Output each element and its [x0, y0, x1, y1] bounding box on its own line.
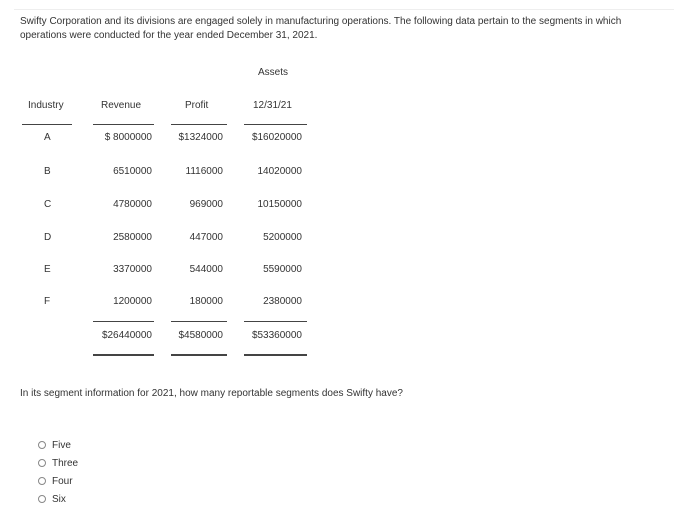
problem-intro: Swifty Corporation and its divisions are engaged solely in manufacturing operations. The following data pertain to the segments in which operations were conducted for the year ended December 31, 2021.: [20, 16, 622, 41]
assets-cell: $16020000: [251, 132, 302, 143]
profit-cell: 447000: [189, 232, 223, 243]
revenue-cell: 6510000: [113, 166, 152, 177]
assets-date-header: 12/31/21: [253, 100, 292, 111]
option-six[interactable]: [38, 492, 66, 506]
industry-cell: F: [44, 296, 51, 307]
assets-cell: 2380000: [263, 296, 302, 307]
radio-button[interactable]: [38, 441, 46, 449]
industry-cell: B: [44, 166, 51, 177]
assets-cell: 5200000: [263, 232, 302, 243]
profit-cell: 1116000: [185, 166, 223, 177]
revenue-cell: 4780000: [113, 199, 152, 210]
profit-total: $4580000: [178, 330, 223, 341]
industry-header: Industry: [28, 100, 64, 111]
assets-cell: 14020000: [257, 166, 302, 177]
industry-cell: E: [44, 264, 51, 275]
assets-header-top: Assets: [258, 67, 289, 78]
profit-cell: 969000: [189, 199, 223, 210]
revenue-cell: 3370000: [113, 264, 152, 275]
profit-cell: 544000: [189, 264, 223, 275]
profit-header: Profit: [185, 100, 209, 111]
top-divider: [14, 9, 674, 10]
option-five[interactable]: [38, 438, 71, 452]
revenue-cell: 2580000: [113, 232, 152, 243]
radio-button[interactable]: [38, 477, 46, 485]
industry-cell: D: [44, 232, 52, 243]
assets-total-double-underline: [244, 354, 307, 356]
question-text: In its segment information for 2021, how many reportable segments does Swifty have?: [20, 388, 403, 399]
assets-subtotal-underline: [244, 321, 307, 322]
profit-total-double-underline: [171, 354, 227, 356]
revenue-header: Revenue: [101, 100, 142, 111]
option-label[interactable]: Four: [52, 475, 73, 487]
revenue-subtotal-underline: [93, 321, 154, 322]
revenue-cell: 1200000: [113, 296, 152, 307]
profit-cell: $1324000: [178, 132, 223, 143]
option-three[interactable]: [38, 456, 78, 470]
revenue-total: $26440000: [101, 330, 152, 341]
option-label[interactable]: Five: [52, 439, 71, 451]
assets-cell: 5590000: [263, 264, 302, 275]
option-four[interactable]: [38, 474, 73, 488]
industry-header-underline: [22, 124, 72, 125]
assets-header-underline: [244, 124, 307, 125]
radio-button[interactable]: [38, 495, 46, 503]
option-label[interactable]: Six: [52, 493, 66, 505]
revenue-total-double-underline: [93, 354, 154, 356]
revenue-cell: $ 8000000: [104, 132, 152, 143]
assets-cell: 10150000: [257, 199, 302, 210]
profit-header-underline: [171, 124, 227, 125]
option-label[interactable]: Three: [52, 457, 79, 469]
industry-cell: A: [44, 132, 51, 143]
revenue-header-underline: [93, 124, 154, 125]
radio-button[interactable]: [38, 459, 46, 467]
industry-cell: C: [44, 199, 52, 210]
profit-subtotal-underline: [171, 321, 227, 322]
profit-cell: 180000: [189, 296, 223, 307]
assets-total: $53360000: [251, 330, 302, 341]
